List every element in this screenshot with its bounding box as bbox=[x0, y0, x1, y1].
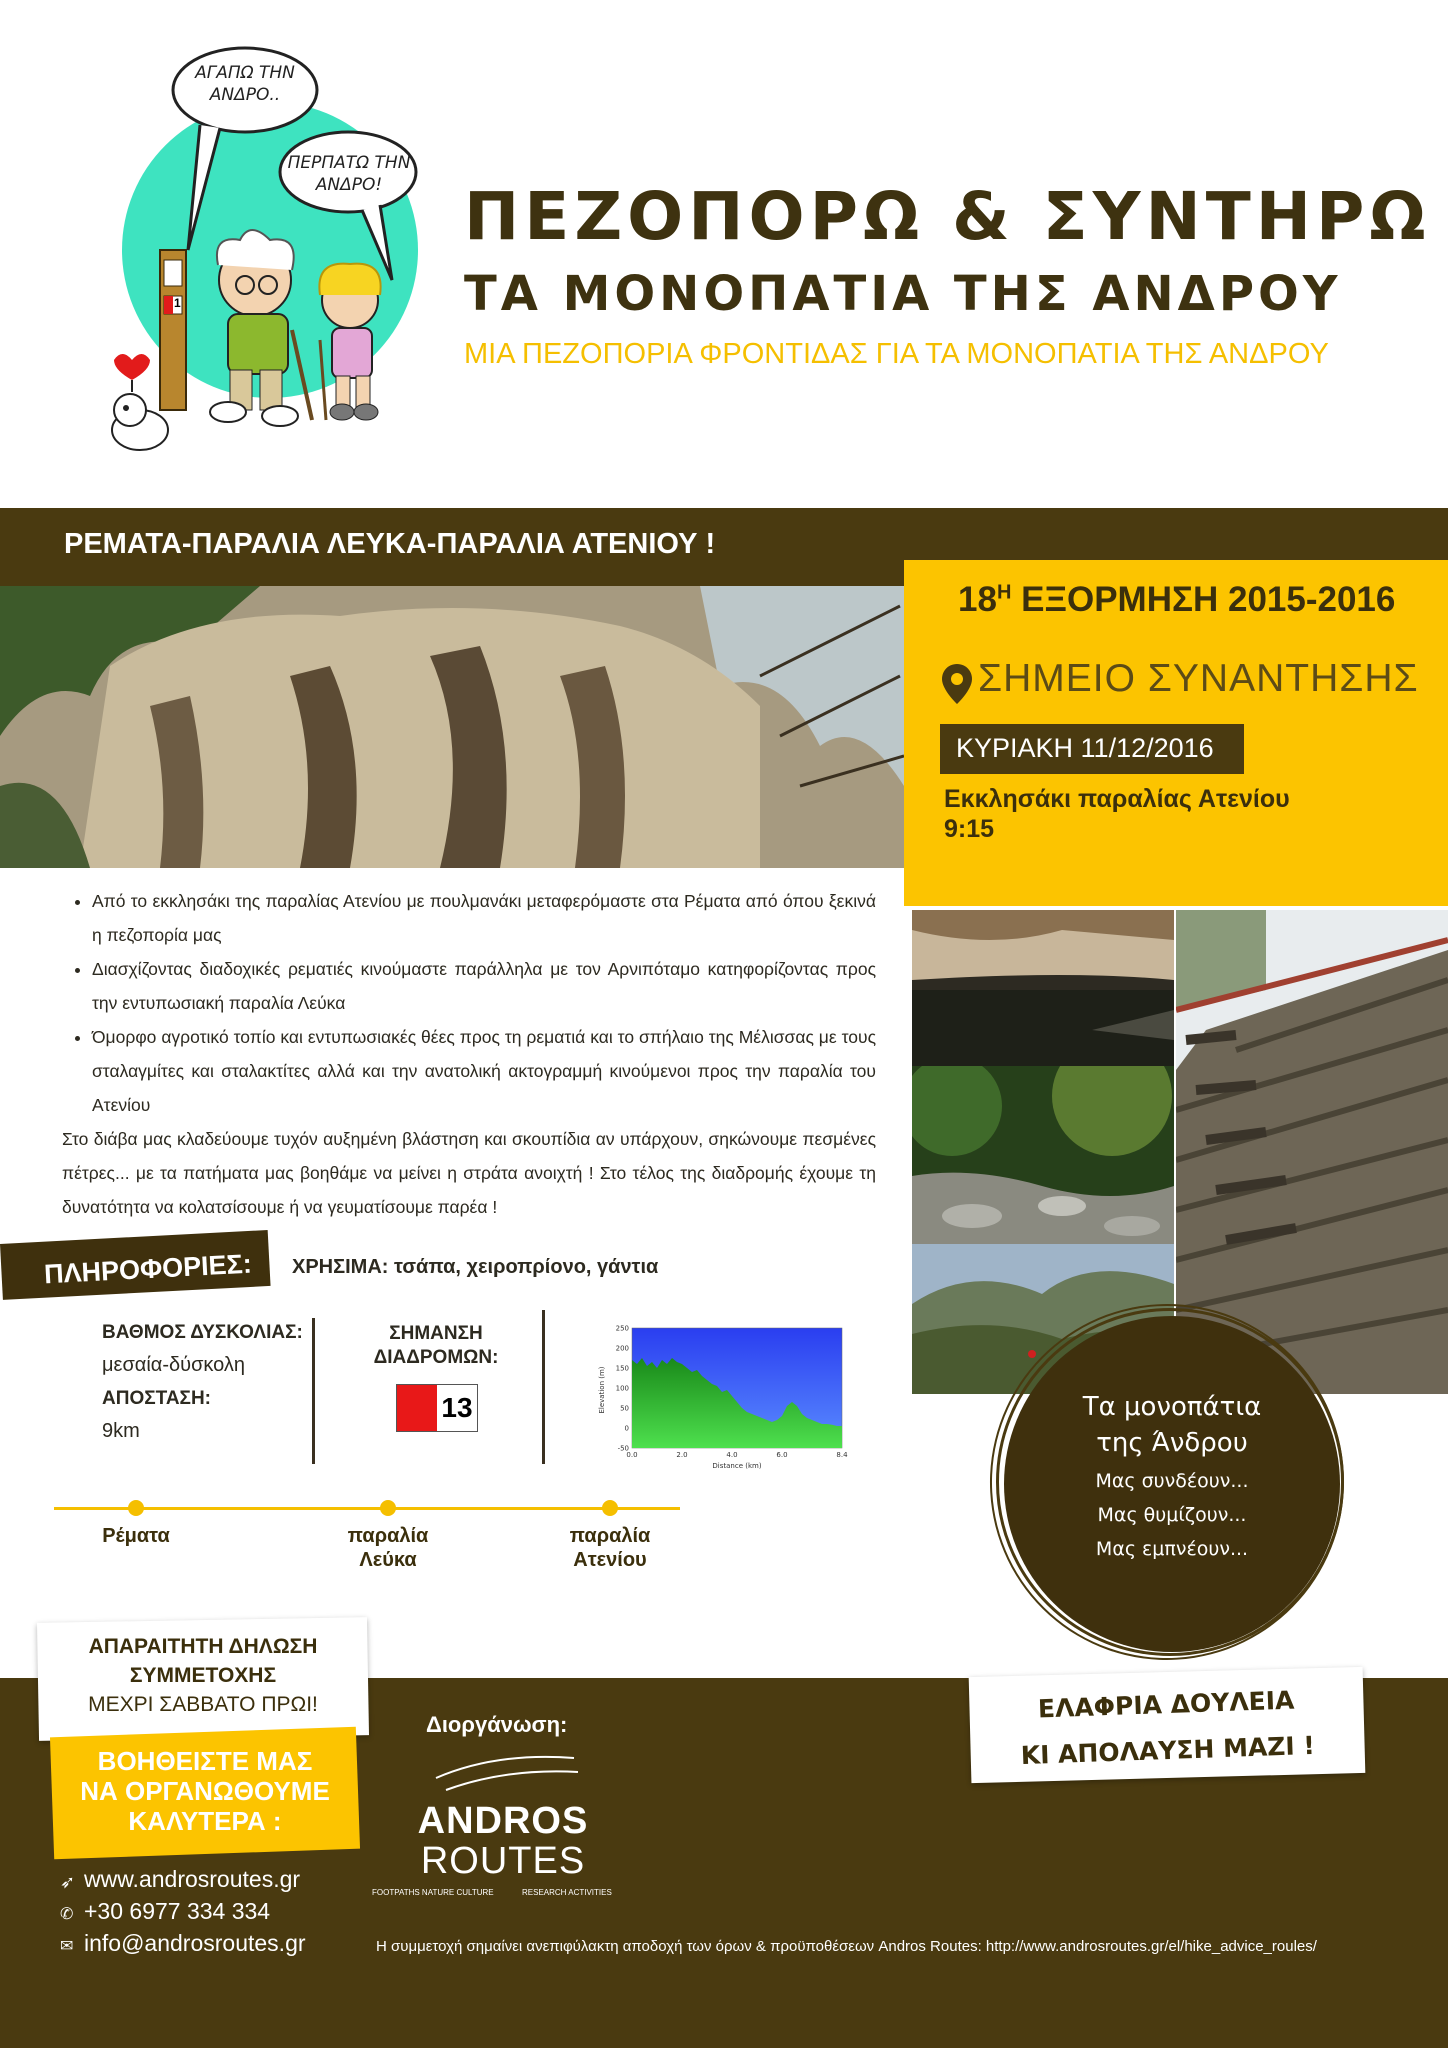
logo-andros: ANDROS bbox=[417, 1800, 589, 1842]
event-date: ΚΥΡΙΑΚΗ 11/12/2016 bbox=[956, 733, 1214, 763]
route-stop-3: παραλία Ατενίου bbox=[569, 1525, 651, 1571]
description-paragraph: Στο διάβα μας κλαδεύουμε τυχόν αυξημένη βλάστηση και σκουπίδια αν υπάρχουν, σηκώνουμε πεσμένες πέτρες... με τα πατήματα μας βοηθάμε να μείνει η στράτα ανοιχτή ! Στο τέλος της διαδρομής έχουμε τη δυνατότητα να κολατσίσουμε ή να γευματίσουμε παρέα ! bbox=[62, 1129, 876, 1217]
route-timeline-line bbox=[54, 1507, 680, 1510]
chart-xtick-label: 6.0 bbox=[776, 1451, 788, 1459]
description-bullet-1: • Από το εκκλησάκι της παραλίας Ατενίου με πουλμανάκι μεταφερόμαστε στα Ρέματα από όπου ξεκινά η πεζοπορία μας bbox=[92, 884, 876, 952]
description-bullet-2: • Διασχίζοντας διαδοχικές ρεματιές κινούμαστε παράλληλα με τον Αρνιπόταμο κατηφορίζοντας προς την εντυπωσιακή παραλία Λεύκα bbox=[92, 952, 876, 1020]
email-link[interactable]: info@androsroutes.gr bbox=[84, 1930, 306, 1956]
logo-routes: ROUTES bbox=[420, 1840, 586, 1882]
cartoon-illustration bbox=[100, 40, 440, 480]
chart-ytick-label: 100 bbox=[615, 1384, 629, 1393]
slogan-line-3: Μας συνδέουν... bbox=[1095, 1470, 1249, 1492]
photo-river bbox=[912, 910, 1174, 1066]
route-stop-dot-3 bbox=[602, 1500, 618, 1516]
difficulty-value: μεσαία-δύσκολη bbox=[102, 1354, 246, 1376]
description-bullet-3: • Όμορφο αγροτικό τοπίο και εντυπωσιακές θέες προς τη ρεματιά και το σπήλαιο της Μέλισσας με τους σταλαγμίτες και σταλακτίτες αλλά και την ανατολική ακτογραμμή κινούμενοι προς την παραλία του Ατενίου bbox=[92, 1020, 876, 1122]
speech-bubble-1: ΑΓΑΠΩ ΤΗΝ ΑΝΔΡΟ.. bbox=[195, 63, 295, 105]
main-title-line2: ΤΑ ΜΟΝΟΠΑΤΙΑ ΤΗΣ ΑΝΔΡΟΥ bbox=[464, 266, 1342, 322]
route-band-text: ΡΕΜΑΤΑ-ΠΑΡΑΛΙΑ ΛΕΥΚΑ-ΠΑΡΑΛΙΑ ΑΤΕΝΙΟΥ ! bbox=[64, 528, 716, 560]
chart-xtick-label: 0.0 bbox=[626, 1451, 638, 1459]
marking-number: 13 bbox=[437, 1385, 477, 1431]
route-stop-dot-2 bbox=[380, 1500, 396, 1516]
route-stop-2: παραλία Λεύκα bbox=[347, 1525, 429, 1571]
divider-1 bbox=[312, 1318, 315, 1464]
slogan-line-2: της Άνδρου bbox=[1096, 1428, 1248, 1458]
slogan-line-5: Μας εμπνέουν... bbox=[1095, 1538, 1249, 1560]
equipment-text: ΧΡΗΣΙΜΑ: τσάπα, χειροπρίονο, γάντια bbox=[292, 1256, 659, 1278]
slogan-line-4: Μας θυμίζουν... bbox=[1097, 1504, 1247, 1526]
phone-icon: ✆ bbox=[60, 1906, 74, 1923]
slogan-line-1: Τα μονοπάτια bbox=[1082, 1392, 1262, 1422]
chart-ytick-label: 150 bbox=[615, 1364, 629, 1373]
chart-xtick-label: 2.0 bbox=[676, 1451, 688, 1459]
chart-ylabel: Elevation (m) bbox=[598, 1366, 606, 1414]
light-work-text: ΕΛΑΦΡΙΑ ΔΟΥΛΕΙΑ ΚΙ ΑΠΟΛΑΥΣΗ ΜΑΖΙ ! bbox=[1020, 1685, 1316, 1771]
chart-ytick-label: 200 bbox=[615, 1344, 629, 1353]
logo-tagline-2: RESEARCH ACTIVITIES bbox=[522, 1888, 612, 1897]
description-text bbox=[62, 884, 876, 1224]
route-stop-1: Ρέματα bbox=[102, 1525, 170, 1547]
meeting-point-label: ΣΗΜΕΙΟ ΣΥΝΑΝΤΗΣΗΣ bbox=[978, 657, 1419, 700]
meeting-place: Εκκλησάκι παραλίας Ατενίου 9:15 bbox=[944, 785, 1290, 843]
meeting-time: 9:15 bbox=[944, 815, 995, 843]
help-text: ΒΟΗΘΕΙΣΤΕ ΜΑΣ ΝΑ ΟΡΓΑΝΩΘΟΥΜΕ ΚΑΛΥΤΕΡΑ : bbox=[80, 1746, 330, 1836]
website-link[interactable]: www.androsroutes.gr bbox=[84, 1866, 301, 1892]
elevation-chart bbox=[596, 1320, 850, 1472]
email-icon: ✉ bbox=[60, 1938, 74, 1955]
chart-ytick-label: -50 bbox=[617, 1444, 629, 1453]
chart-xtick-label: 4.0 bbox=[726, 1451, 738, 1459]
registration-text: ΑΠΑΡΑΙΤΗΤΗ ΔΗΛΩΣΗ ΣΥΜΜΕΤΟΧΗΣ ΜΕΧΡΙ ΣΑΒΒΑΤΟ ΠΡΩΙ! bbox=[88, 1635, 318, 1716]
chart-ytick-label: 250 bbox=[615, 1324, 629, 1333]
main-title-line1: ΠΕΖΟΠΟΡΩ & ΣΥΝΤΗΡΩ bbox=[464, 178, 1431, 255]
distance-label: ΑΠΟΣΤΑΣΗ: bbox=[102, 1388, 211, 1409]
location-pin-icon bbox=[942, 664, 972, 704]
main-photo-rocks bbox=[0, 586, 904, 868]
marking-label: ΣΗΜΑΝΣΗ ΔΙΑΔΡΟΜΩΝ: bbox=[373, 1323, 499, 1368]
terms-note: Η συμμετοχή σημαίνει ανεπιφύλακτη αποδοχή των όρων & προϋποθέσεων Andros Routes: http://www.androsroutes.gr/el/hike_advice_roules/ bbox=[376, 1938, 1317, 1955]
chart-ytick-label: 50 bbox=[620, 1404, 629, 1413]
andros-routes-logo-icon bbox=[426, 1746, 586, 1796]
photo-stream bbox=[912, 1066, 1174, 1244]
sign-number: 1 bbox=[174, 296, 181, 310]
route-stop-dot-1 bbox=[128, 1500, 144, 1516]
chart-xlabel: Distance (km) bbox=[712, 1462, 762, 1470]
logo-tagline-1: FOOTPATHS NATURE CULTURE bbox=[372, 1888, 494, 1897]
organizer-label: Διοργάνωση: bbox=[426, 1712, 568, 1737]
link-icon: ➶ bbox=[60, 1872, 76, 1892]
marking-red-square bbox=[397, 1385, 437, 1431]
speech-bubble-2: ΠΕΡΠΑΤΩ ΤΗΝ ΑΝΔΡΟ! bbox=[287, 153, 411, 195]
info-tag-text: ΠΛΗΡΟΦΟΡΙΕΣ: bbox=[43, 1248, 253, 1290]
difficulty-label: ΒΑΘΜΟΣ ΔΥΣΚΟΛΙΑΣ: bbox=[102, 1322, 303, 1343]
main-subtitle: ΜΙΑ ΠΕΖΟΠΟΡΙΑ ΦΡΟΝΤΙΔΑΣ ΓΙΑ ΤΑ ΜΟΝΟΠΑΤΙΑ ΤΗΣ ΑΝΔΡΟΥ bbox=[464, 338, 1329, 370]
event-edition: $18^H$ ΕΞΟΡΜΗΣΗ 2015-2016 bbox=[958, 580, 1396, 619]
marking-sign bbox=[396, 1384, 478, 1432]
phone-number[interactable]: +30 6977 334 334 bbox=[84, 1898, 271, 1924]
chart-ytick-label: 0 bbox=[624, 1424, 629, 1433]
distance-value: 9km bbox=[102, 1420, 140, 1442]
divider-2 bbox=[542, 1310, 545, 1464]
chart-xtick-label: 8.4 bbox=[836, 1451, 848, 1459]
